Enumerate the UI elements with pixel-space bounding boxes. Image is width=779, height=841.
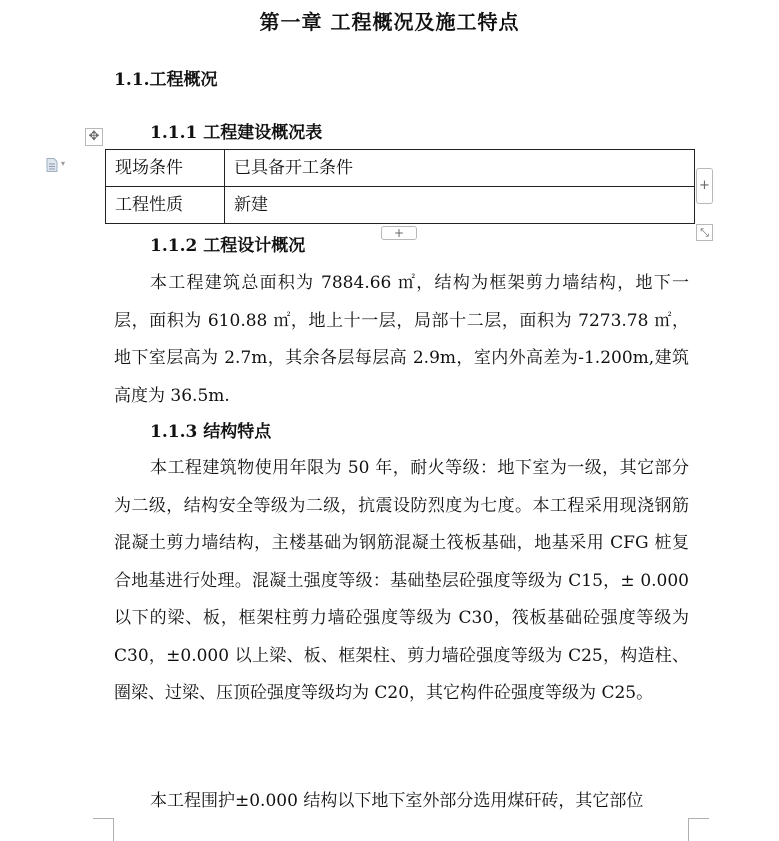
table-resize-icon[interactable]: ⤡ <box>696 224 713 241</box>
chevron-down-icon[interactable]: ▾ <box>61 159 66 168</box>
section-heading-1-1: 1.1.工程概况 <box>114 70 218 90</box>
paragraph-doc-icon[interactable] <box>46 158 58 172</box>
section-heading-1-1-3: 1.1.3 结构特点 <box>150 422 272 442</box>
design-overview-paragraph: 本工程建筑总面积为 7884.66 ㎡，结构为框架剪力墙结构，地下一层，面积为 610.88 ㎡，地上十一层，局部十二层，面积为 7273.78 ㎡，地下室层高为 2.7m，其余各层每层高 2.9m，室内外高差为-1.200m,建筑高度为 36.5m. <box>114 273 689 406</box>
table-cell[interactable]: 工程性质 <box>106 187 225 224</box>
chapter-title: 第一章 工程概况及施工特点 <box>259 10 520 34</box>
add-column-button[interactable]: + <box>696 168 713 204</box>
add-row-button[interactable]: + <box>381 226 417 240</box>
page-corner-mark <box>93 818 114 841</box>
table-move-handle-icon[interactable]: ✥ <box>85 128 103 146</box>
section-heading-1-1-1: 1.1.1 工程建设概况表 <box>150 123 323 143</box>
project-overview-table <box>105 149 695 224</box>
table-row <box>106 187 695 224</box>
section-heading-1-1-2: 1.1.2 工程设计概况 <box>150 236 306 256</box>
structure-paragraph: 本工程建筑物使用年限为 50 年，耐火等级：地下室为一级，其它部分为二级，结构安全等级为二级，抗震设防烈度为七度。本工程采用现浇钢筋混凝土剪力墙结构，主楼基础为钢筋混凝土筏板基础，地基采用 CFG 桩复合地基进行处理。混凝土强度等级：基础垫层砼强度等级为 C15，± 0.000 以下的梁、板，框架柱剪力墙砼强度等级为 C30，筏板基础砼强度等级为 C30，±0.000 以上梁、板、框架柱、剪力墙砼强度等级为 C25，构造柱、圈梁、过梁、压顶砼强度等级均为 C20，其它构件砼强度等级为 C25。 <box>114 458 689 703</box>
table-row <box>106 150 695 187</box>
table-cell[interactable]: 现场条件 <box>106 150 225 187</box>
table-cell[interactable]: 新建 <box>225 187 695 224</box>
table-cell[interactable]: 已具备开工条件 <box>225 150 695 187</box>
page-corner-mark <box>688 818 709 841</box>
enclosure-paragraph: 本工程围护±0.000 结构以下地下室外部分选用煤矸砖，其它部位 <box>150 791 644 811</box>
